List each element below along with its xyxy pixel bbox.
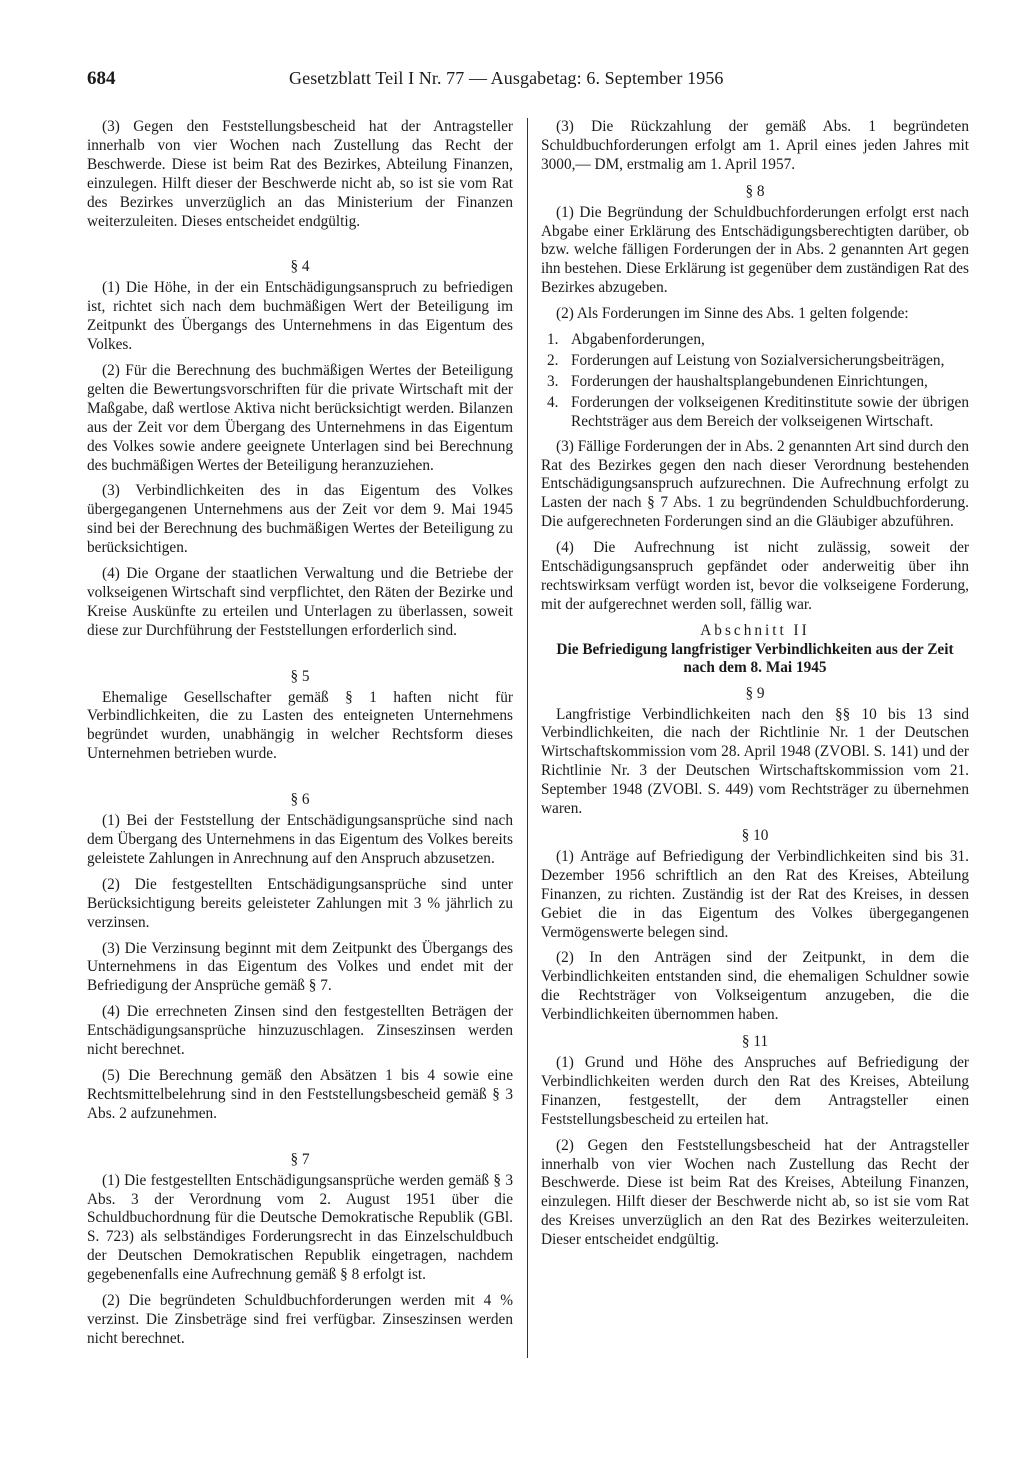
paragraph: (3) Die Rückzahlung der gemäß Abs. 1 begründeten Schuldbuchforderungen erfolgt am 1. April eines jeden Jahres mit 3000,— DM, erstmalig am 1. April 1957. (541, 118, 969, 173)
paragraph: (3) Die Verzinsung beginnt mit dem Zeitpunkt des Übergangs des Unternehmens in das Eigentum des Volkes und endet mit der Befriedigung der Ansprüche gemäß § 7. (87, 939, 513, 995)
left-column (87, 118, 513, 1356)
paragraph: Ehemalige Gesellschafter gemäß § 1 haften nicht für Verbindlichkeiten, die zu Lasten des enteigneten Unternehmens begründet wurden, unabhängig in welcher Rechtsform dieses Unternehmen betrieben wurde. (87, 688, 513, 763)
section-heading: § 7 (290, 1150, 310, 1168)
column-divider (527, 118, 528, 1358)
paragraph: (1) Bei der Feststellung der Entschädigungsansprüche sind nach dem Übergang des Unternehmens in das Eigentum des Volkes bereits geleistete Zahlungen in Anrechnung auf den Anspruch abzusetzen. (87, 812, 513, 867)
paragraph: (2) Die begründeten Schuldbuchforderungen werden mit 4 % verzinst. Die Zinsbeträge sind frei verfügbar. Zinseszinsen werden nicht berechnet. (87, 1292, 513, 1347)
paragraph: (3) Fällige Forderungen der in Abs. 2 genannten Art sind durch den Rat des Bezirkes gegen den nach dieser Verordnung bestehenden Entschädigungsanspruch aufzurechnen. Die Aufrechnung erfolgt zu Lasten der nach § 7 Abs. 1 zu begründenden Schuldbuchforderung. Die aufgerechneten Forderungen sind an die Gläubiger abzuführen. (541, 437, 969, 531)
right-column (541, 118, 969, 1257)
paragraph: (2) Gegen den Feststellungsbescheid hat der Antragsteller innerhalb von vier Wochen nach Zustellung das Recht der Beschwerde. Diese ist beim Rat des Kreises, Abteilung Finanzen, einzulegen. Hilft dieser der Beschwerde nicht ab, so ist sie vom Rat des Kreises unverzüglich an den Rat des Bezirkes weiterzuleiten. Dieser entscheidet endgültig. (541, 1136, 969, 1249)
claims-list (541, 331, 969, 432)
paragraph: (2) Als Forderungen im Sinne des Abs. 1 gelten folgende: (556, 305, 909, 323)
paragraph: (4) Die Aufrechnung ist nicht zulässig, soweit der Entschädigungsanspruch gepfändet oder anderweitig über ihn rechtswirksam verfügt worden ist, bevor die volkseigene Forderung, mit der aufgerechnet werden soll, fällig war. (541, 539, 969, 613)
list-item: 1. Abgabenforderungen, (547, 331, 705, 349)
paragraph: (1) Die Höhe, in der ein Entschädigungsanspruch zu befriedigen ist, richtet sich nach dem buchmäßigen Wert der Beteiligung im Zeitpunkt des Übergangs des Unternehmens in das Eigentum des Volkes. (87, 279, 513, 354)
paragraph: (2) In den Anträgen sind der Zeitpunkt, in dem die Verbindlichkeiten entstanden sind, die ehemaligen Schuldner sowie die Rechtsträger von Volkseigentum anzugeben, die die Verbindlichkeiten übernommen haben. (541, 949, 969, 1024)
section-heading: § 9 (745, 684, 765, 702)
section-heading: § 6 (290, 791, 310, 809)
part-heading: Abschnitt II (700, 621, 810, 639)
paragraph: (3) Gegen den Feststellungsbescheid hat der Antragsteller innerhalb von vier Wochen nach Zustellung das Recht der Beschwerde. Diese ist beim Rat des Bezirkes, Abteilung Finanzen, einzulegen. Hilft dieser der Beschwerde nicht ab, so ist sie vom Rat des Bezirkes unverzüglich an das Ministerium der Finanzen weiterzuleiten. Dieses entscheidet endgültig. (87, 118, 513, 230)
section-heading: § 4 (290, 258, 310, 276)
list-item: 3. Forderungen der haushaltsplangebundenen Einrichtungen, (547, 372, 928, 390)
page-header (87, 68, 968, 104)
paragraph: (3) Verbindlichkeiten des in das Eigentum des Volkes übergegangenen Unternehmens aus der Zeit vor dem 9. Mai 1945 sind bei der Berechnung des buchmäßigen Wertes der Beteiligung zu berücksichtigen. (87, 482, 513, 557)
section-heading: § 10 (741, 827, 769, 844)
paragraph: (5) Die Berechnung gemäß den Absätzen 1 bis 4 sowie eine Rechtsmittelbelehrung sind in den Feststellungsbescheid gemäß § 3 Abs. 2 aufzunehmen. (87, 1066, 513, 1122)
part-title: Die Befriedigung langfristiger Verbindlichkeiten aus der Zeit nach dem 8. Mai 1945 (556, 640, 954, 676)
list-item: 2. Forderungen auf Leistung von Sozialversicherungsbeiträgen, (547, 351, 945, 369)
paragraph: (4) Die errechneten Zinsen sind den festgestellten Beträgen der Entschädigungsansprüche hinzuzuschlagen. Zinseszinsen werden nicht berechnet. (87, 1003, 513, 1059)
paragraph: (2) Die festgestellten Entschädigungsansprüche sind unter Berücksichtigung bereits geleisteter Zahlungen mit 3 % jährlich zu verzinsen. (87, 875, 513, 931)
paragraph: (1) Die Begründung der Schuldbuchforderungen erfolgt erst nach Abgabe einer Erklärung des Entschädigungsberechtigten darüber, ob bzw. welche fälligen Forderungen der in Abs. 2 genannten Art gegen ihn bestehen. Diese Erklärung ist gegenüber dem zuständigen Rat des Bezirkes abzugeben. (541, 203, 969, 297)
section-heading: § 8 (745, 182, 765, 200)
section-heading: § 11 (741, 1033, 769, 1051)
paragraph: (1) Die festgestellten Entschädigungsansprüche werden gemäß § 3 Abs. 3 der Verordnung vom 2. August 1951 über die Schuldbuchordnung für die Deutsche Demokratische Republik (GBl. S. 723) als selbständiges Forderungsrecht in das Einzelschuldbuch der Deutschen Demokratischen Republik eingetragen, nachdem gegebenenfalls eine Aufrechnung gemäß § 8 erfolgt ist. (87, 1171, 513, 1284)
paragraph: (1) Grund und Höhe des Anspruches auf Befriedigung der Verbindlichkeiten werden durch den Rat des Kreises, Abteilung Finanzen, festgestellt, der dem Antragsteller einen Feststellungsbescheid zu erteilen hat. (541, 1053, 969, 1128)
page-number: 684 (87, 68, 116, 89)
paragraph: Langfristige Verbindlichkeiten nach den §§ 10 bis 13 sind Verbindlichkeiten, die nach der Richtlinie Nr. 1 der Deutschen Wirtschaftskommission vom 28. April 1948 (ZVOBl. S. 141) und der Richtlinie Nr. 3 der Deutschen Wirtschaftskommission vom 21. September 1948 (ZVOBl. S. 449) vom Rechtsträger zu übernehmen waren. (541, 705, 969, 818)
section-heading: § 5 (290, 667, 310, 685)
paragraph: (4) Die Organe der staatlichen Verwaltung und die Betriebe der volkseigenen Wirtschaft sind verpflichtet, den Räten der Bezirke und Kreise Auskünfte zu erteilen und Unterlagen zu überlassen, soweit diese zur Durchführung der Feststellungen erforderlich sind. (87, 565, 513, 639)
list-item: 4. Forderungen der volkseigenen Kreditinstitute sowie der übrigen Rechtsträger aus dem Bereich der volkseigenen Wirtschaft. (547, 393, 969, 430)
paragraph: (1) Anträge auf Befriedigung der Verbindlichkeiten sind bis 31. Dezember 1956 schriftlich an den Rat des Kreises, Abteilung Finanzen, zu richten. Zuständig ist der Rat des Kreises, in dessen Gebiet die in das Eigentum des Volkes übergegangenen Vermögenswerte belegen sind. (541, 847, 969, 941)
paragraph: (2) Für die Berechnung des buchmäßigen Wertes der Beteiligung gelten die Bewertungsvorschriften für die private Wirtschaft mit der Maßgabe, daß wertlose Aktiva nicht berücksichtigt werden. Bilanzen aus der Zeit vor dem Übergang des Unternehmens in das Eigentum des Volkes sowie andere geeignete Unterlagen sind bei Berechnung des buchmäßigen Wertes der Beteiligung heranzuziehen. (87, 361, 513, 474)
running-title: Gesetzblatt Teil I Nr. 77 — Ausgabetag: 6. September 1956 (289, 68, 724, 88)
